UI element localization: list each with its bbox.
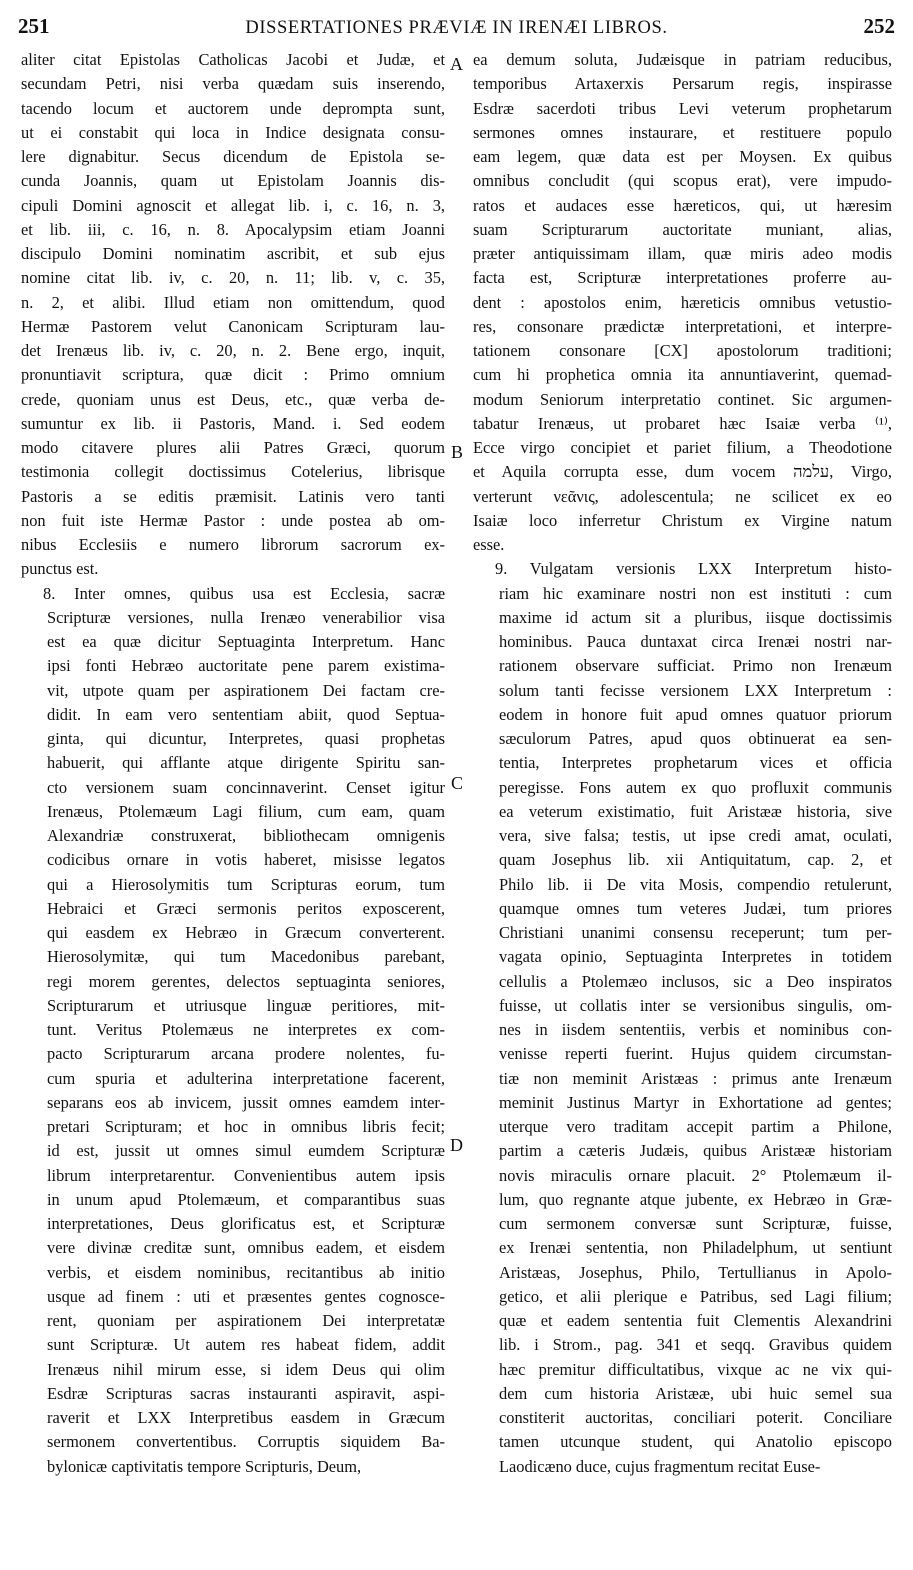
text-line: 8. Inter omnes, quibus usa est Ecclesia, sacræ xyxy=(43,583,445,603)
text-line: cellulis a Ptolemæo inclusos, sic a Deo inspiratos xyxy=(499,971,892,991)
text-line: Irenæus, Ptolemæum Lagi filium, cum eam, quam xyxy=(47,801,445,821)
text-line: vit, utpote quam per aspirationem Dei factam cre- xyxy=(47,680,445,700)
text-line: regi morem gerentes, delectos septuaginta seniores, xyxy=(47,971,445,991)
text-line: hominibus. Pauca duntaxat circa Irenæi nostri nar- xyxy=(499,632,892,651)
text-line: Hermæ Pastorem velut Canonicam Scripturam lau- xyxy=(21,316,445,336)
text-line: det Irenæus lib. iv, c. 20, n. 2. Bene ergo, inquit, xyxy=(21,341,445,360)
text-line: cum hi prophetica omnia ita annuntiaverint, quemad- xyxy=(473,365,892,385)
text-line: quam Josephus lib. xii Antiquitatum, cap. 2, et xyxy=(499,850,892,870)
text-line: dent : apostolos enim, hæreticis omnibus vetustio- xyxy=(473,292,892,312)
page-number-left: 251 xyxy=(18,14,50,38)
text-line: constiterit auctoritas, conciliari poterit. Conciliare xyxy=(499,1408,892,1427)
text-line: sumuntur ex lib. ii Pastoris, Mand. i. Sed eodem xyxy=(21,413,445,433)
text-line: cipuli Domini agnoscit et allegat lib. i, c. 16, n. 3, xyxy=(21,195,445,215)
text-line: vere divinæ creditæ sunt, omnibus eadem, et eisdem xyxy=(47,1238,445,1258)
right-column xyxy=(473,48,892,1479)
text-line: qui easdem ex Hebræo in Græcum converterent. xyxy=(47,923,445,942)
text-line: interpretationes, Deus glorificatus est, et Scripturæ xyxy=(47,1214,445,1233)
text-line: raverit et LXX Interpretibus easdem in Græcum xyxy=(47,1408,445,1427)
text-line: in unum apud Ptolemæum, et comparantibus suas xyxy=(47,1189,445,1209)
text-line: pronuntiavit scriptura, quæ dicit : Primo omnium xyxy=(21,365,445,385)
text-line: rationem observare sufficiat. Primo non Irenæum xyxy=(499,656,892,676)
text-line: crede, quoniam unus est Deus, etc., quæ verba de- xyxy=(21,389,445,409)
text-line: 9. Vulgatam versionis LXX Interpretum histo- xyxy=(495,559,892,579)
text-line: ut ei constabit qui loca in Indice designata consu- xyxy=(21,122,445,142)
text-line: uterque vero traditam accepit partim a Philone, xyxy=(499,1117,892,1136)
text-line: cto versionem suam concinnaverint. Censet igitur xyxy=(47,777,445,797)
text-line: Esdræ sacerdoti tribus Levi veterum prophetarum xyxy=(473,98,892,118)
text-line: n. 2, et alibi. Illud etiam non omittendum, quod xyxy=(21,292,445,312)
text-line: cunda Joannis, quam ut Epistolam Joannis dis- xyxy=(21,171,445,191)
text-line: esse. xyxy=(473,535,505,554)
text-line: aliter citat Epistolas Catholicas Jacobi et Judæ, et xyxy=(21,50,445,69)
text-line: lere dignabitur. Secus dicendum de Epistola se- xyxy=(21,147,445,166)
text-line: sæculorum Patres, apud quos obtinuerat ea sen- xyxy=(499,729,892,748)
text-line: solum tanti fecisse versionem LXX Interpretum : xyxy=(499,680,892,700)
text-line: quæ et eadem sententia fuit Clementis Alexandrini xyxy=(499,1311,892,1330)
text-line: cum spuria et adulterina interpretatione facerent, xyxy=(47,1068,445,1088)
page-number-right: 252 xyxy=(863,14,895,38)
text-line: tamen utcunque student, qui Anatolio episcopo xyxy=(499,1432,892,1452)
text-line: lum, quo regnante atque jubente, ex Hebræo in Græ- xyxy=(499,1189,892,1209)
text-line: didit. In eam vero sententiam abiit, quod Septua- xyxy=(47,704,445,724)
text-line: Irenæus nihil mirum esse, si idem Deus qui olim xyxy=(47,1359,445,1379)
text-line: qui a Hierosolymitis tum Scripturas eorum, tum xyxy=(47,874,445,894)
text-line: eodem in honore fuit apud omnes quatuor priorum xyxy=(499,704,892,724)
text-line: modo citavere plures alii Patres Græci, quorum xyxy=(21,438,445,457)
text-line: maxime id actum sit a pluribus, iisque doctissimis xyxy=(499,607,892,627)
text-line: et lib. iii, c. 16, n. 8. Apocalypsim etiam Joanni xyxy=(21,219,445,239)
paragraph-8 xyxy=(21,582,445,1479)
text-line: habuerit, qui afflante atque dirigente Spiritu san- xyxy=(47,753,445,773)
text-line: verbis, et eisdem nominibus, recitantibus ab initio xyxy=(47,1262,445,1282)
text-line: facta est, Scripturæ interpretationes proferre au- xyxy=(473,268,892,288)
text-line: tationem consonare [CX] apostolorum traditioni; xyxy=(473,341,892,360)
left-column xyxy=(21,48,445,1479)
text-line: suam Scripturarum auctoritate muniant, alias, xyxy=(473,219,892,239)
text-line: nibus Ecclesiis e numero librorum sacrorum ex- xyxy=(21,535,445,554)
text-line: hæc premitur difficultatibus, vixque ac ne vix qui- xyxy=(499,1359,892,1379)
text-line: testimonia collegit doctissimus Cotelerius, librisque xyxy=(21,462,445,482)
text-line: nes in iisdem sententiis, verbis et nominibus con- xyxy=(499,1020,892,1039)
text-line: venisse reperti fuerint. Hujus quidem circumstan- xyxy=(499,1044,892,1064)
margin-letter-c: C xyxy=(451,773,464,793)
paragraph-continuation xyxy=(21,48,445,582)
text-line: Philo lib. ii De vita Mosis, compendio retulerunt, xyxy=(499,874,892,894)
text-line: dem cum historia Aristææ, ubi huic semel sua xyxy=(499,1383,892,1403)
text-line: tunt. Veritus Ptolemæus ne interpretes ex com- xyxy=(47,1020,445,1039)
text-line: pretari Scripturam; et hoc in omnibus libris fecit; xyxy=(47,1117,445,1136)
text-line: ex Irenæi sententia, non Philadelphum, ut sentiunt xyxy=(499,1238,892,1258)
text-line: ginta, qui dicuntur, Interpretes, quasi prophetas xyxy=(47,729,445,748)
text-line: peregisse. Fons autem ex quo profluxit communis xyxy=(499,777,892,797)
margin-letter-a: A xyxy=(450,54,463,74)
text-line: eam legem, quæ data est per Moysen. Ex quibus xyxy=(473,147,892,166)
text-line: fuisse, ut collatis inter se versionibus singulis, om- xyxy=(499,995,892,1015)
text-line: pacto Scripturarum arcana prodere nolentes, fu- xyxy=(47,1044,445,1064)
text-line: punctus est. xyxy=(21,559,99,579)
text-line: Isaiæ loco inferretur Christum ex Virgine natum xyxy=(473,510,892,530)
text-line: nomine citat lib. iv, c. 20, n. 11; lib. v, c. 35, xyxy=(21,268,445,288)
text-line: res, consonare prædictæ interpretationi, et interpre- xyxy=(473,316,892,336)
paragraph-continuation xyxy=(473,48,892,557)
text-line: separans eos ab invicem, jussit omnes eamdem inter- xyxy=(47,1092,445,1112)
text-line: bylonicæ captivitatis tempore Scripturis, Deum, xyxy=(47,1456,362,1476)
page-header xyxy=(18,14,895,44)
text-line: riam hic examinare nostri non est instituti : cum xyxy=(499,583,892,603)
text-line: est ea quæ dicitur Septuaginta Interpretum. Hanc xyxy=(47,632,445,651)
text-line: Hierosolymitæ, qui tum Macedonibus parebant, xyxy=(47,947,445,967)
text-line: et Aquila corrupta esse, dum vocem עלמה, Virgo, xyxy=(473,462,892,482)
text-line: verterunt νεᾶνις, adolescentula; ne scilicet ex eo xyxy=(473,486,892,506)
text-line: præter antiquissimam illam, quæ miris adeo modis xyxy=(473,244,892,263)
running-head: DISSERTATIONES PRÆVIÆ IN IRENÆI LIBROS. xyxy=(245,18,668,38)
text-line: tacendo locum et auctorem unde deprompta sunt, xyxy=(21,98,445,118)
text-line: ea veterum existimatio, fuit Aristææ historia, sive xyxy=(499,801,892,821)
text-line: tiæ non meminit Aristæas : primus ante Irenæum xyxy=(499,1068,892,1088)
text-line: discipulo Domini nominatim ascribit, et sub ejus xyxy=(21,244,445,263)
text-line: meminit Justinus Martyr in Exhortatione ad gentes; xyxy=(499,1092,892,1112)
text-line: partim a cæteris Judæis, quibus Aristææ historiam xyxy=(499,1141,892,1161)
text-line: omnibus concludit (qui scopus erat), vere impudo- xyxy=(473,171,892,191)
text-line: Pastoris a se editis præmisit. Latinis vero tanti xyxy=(21,486,445,506)
text-line: temporibus Artaxerxis Persarum regis, inspirasse xyxy=(473,74,892,94)
text-line: Laodicæno duce, cujus fragmentum recitat Euse- xyxy=(499,1456,821,1476)
text-line: cum sermonem conversæ sunt Scripturæ, fuisse, xyxy=(499,1214,892,1233)
text-line: Hebraici et Græci sermonis peritos exposcerent, xyxy=(47,898,445,918)
text-line: vagata opinio, Septuaginta Interpretes in totidem xyxy=(499,947,892,967)
text-line: quamque omnes tum veteres Judæi, tum priores xyxy=(499,898,892,918)
text-line: usque ad finem : uti et præsentes gentes cognosce- xyxy=(47,1286,445,1306)
text-line: tentia, Interpretes prophetarum vices et officia xyxy=(499,753,892,773)
text-line: sermonem convertentibus. Corruptis siquidem Ba- xyxy=(47,1432,445,1452)
text-line: Scripturæ versiones, nulla Irenæo venerabilior visa xyxy=(47,607,445,627)
text-line: secundam Petri, nisi verba quædam suis inserendo, xyxy=(21,74,445,94)
text-line: novis miraculis ornare placuit. 2° Ptolemæum il- xyxy=(499,1165,892,1185)
text-line: sermones omnes instaurare, et restituere populo xyxy=(473,122,892,142)
text-line: Aristæas, Josephus, Philo, Tertullianus in Apolo- xyxy=(499,1262,892,1282)
text-line: ea demum soluta, Judæisque in patriam reducibus, xyxy=(473,50,892,69)
text-line: lib. i Strom., pag. 341 et seqq. Gravibus quidem xyxy=(499,1335,892,1355)
text-line: Esdræ Scripturas sacras instauranti aspiravit, aspi- xyxy=(47,1383,445,1403)
text-line: Christiani unanimi consensu receperunt; tum per- xyxy=(499,923,892,942)
text-line: tabatur Irenæus, ut probaret hæc Isaiæ verba ⁽¹⁾, xyxy=(473,413,892,433)
text-line: rent, quoniam per aspirationem Dei interpretatæ xyxy=(47,1311,445,1330)
margin-letter-b: B xyxy=(451,442,464,462)
text-line: ipsi fonti Hebræo auctoritate pene parem existima- xyxy=(47,656,445,676)
text-line: librum interpretarentur. Convenientibus autem ipsis xyxy=(47,1165,445,1185)
text-line: vera, sive falsa; testis, ut ipse credi amat, oculati, xyxy=(499,826,892,845)
text-line: ratos et audaces esse hæreticos, qui, ut hæresim xyxy=(473,195,892,215)
text-line: Ecce virgo concipiet et pariet filium, a Theodotione xyxy=(473,438,892,457)
margin-letter-d: D xyxy=(450,1135,463,1155)
text-line: Alexandriæ construxerat, bibliothecam omnigenis xyxy=(47,826,445,845)
text-line: getico, et alii plerique e Patribus, sed Lagi filium; xyxy=(499,1286,892,1306)
text-line: sunt Scripturæ. Ut autem res habeat fidem, addit xyxy=(47,1335,445,1355)
text-line: id est, jussit ut omnes simul eumdem Scripturæ xyxy=(47,1141,445,1161)
text-line: modum Seniorum interpretatio continet. Sic argumen- xyxy=(473,389,892,409)
text-line: Scripturarum et utriusque linguæ peritiores, mit- xyxy=(47,995,445,1015)
text-line: non fuit iste Hermæ Pastor : unde postea ab om- xyxy=(21,510,445,530)
text-line: codicibus ornare in votis haberet, misisse legatos xyxy=(47,850,445,870)
paragraph-9 xyxy=(473,557,892,1479)
